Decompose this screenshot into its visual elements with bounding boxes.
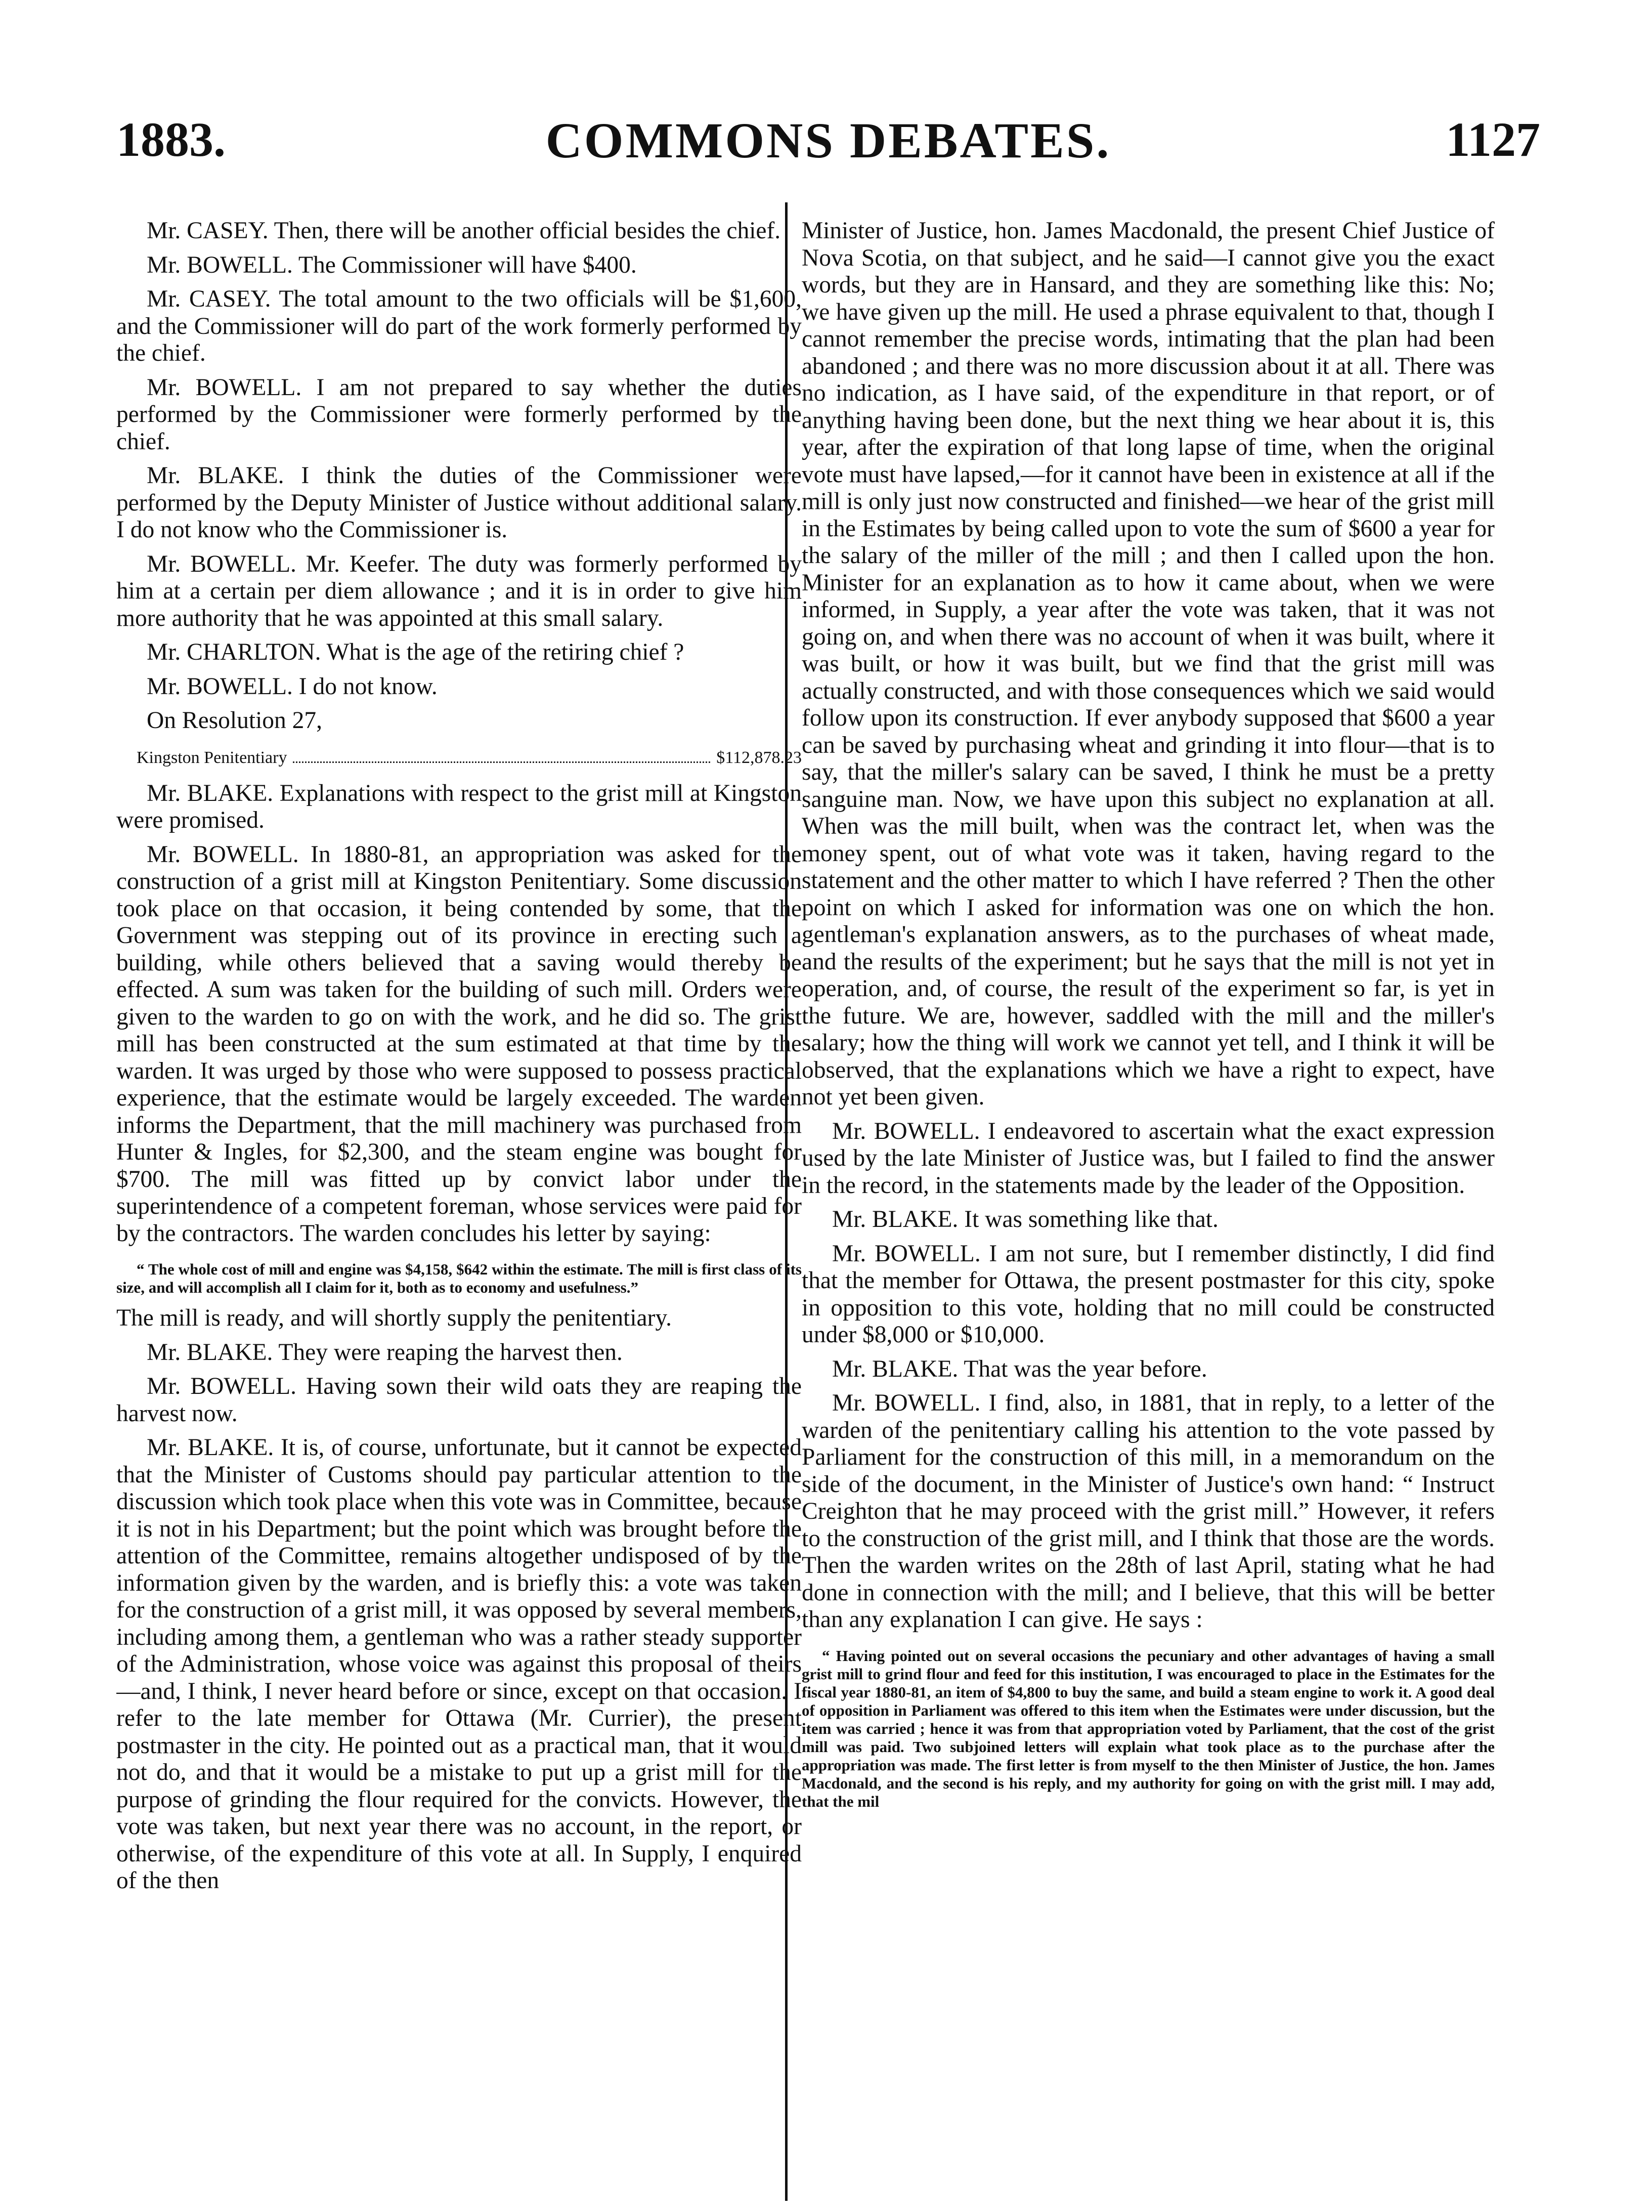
- paragraph: Mr. CASEY. The total amount to the two officials will be $1,600, and the Commissioner will do part of the work formerly performed by the chief.: [116, 286, 802, 366]
- left-column: [116, 218, 802, 2177]
- paragraph: Mr. BOWELL. I endeavored to ascertain what the exact expression used by the late Minister of Justice was, but I failed to find the answer in the record, in the statements made by the leader of the Opposition.: [802, 1118, 1495, 1199]
- paragraph: Mr. BLAKE. It is, of course, unfortunate, but it cannot be expected that the Minister of Customs should pay particular attention to the discussion which took place when this vote was in Committee, because it is not in his Department; but the point which was brought before the attention of the Committee, remains altogether undisposed of by the information given by the warden, and is briefly this: a vote was taken for the construction of a grist mill, it was opposed by several members, including among them, a gentleman who was a rather steady supporter of the Administration, whose voice was against this proposal of theirs—and, I think, I never heard before or since, except on that occasion. I refer to the late member for Ottawa (Mr. Currier), the present postmaster in the city. He pointed out as a practical man, that it would not do, and that it would be a mistake to put up a grist mill for the purpose of grinding the flour required for the convicts. However, the vote was taken, but next year there was no account, in the report, or otherwise, of the expenditure of this vote at all. In Supply, I enquired of the then: [116, 1434, 802, 1894]
- warden-letter-quote: “ Having pointed out on several occasions the pecuniary and other advantages of having a small grist mill to grind flour and feed for this institution, I was encouraged to place in the Estimates for the fiscal year 1880-81, an item of $4,800 to buy the same, and build a steam engine to work it. A good deal of opposition in Parliament was offered to this item when the Estimates were under discussion, but the item was carried ; hence it was from that appropriation voted by Parliament, that the cost of the grist mill was paid. Two subjoined letters will explain what took place as to the purchase after the appropriation was made. The first letter is from myself to the then Minister of Justice, the hon. James Macdonald, and the second is his reply, and my authority for going on with the grist mill. I may add, that the mil: [802, 1646, 1495, 1810]
- leader-dots: [293, 747, 710, 763]
- paragraph: Mr. BLAKE. They were reaping the harvest then.: [147, 1339, 623, 1366]
- header-page-number: 1127: [1446, 112, 1540, 166]
- paragraph: The mill is ready, and will shortly supply the penitentiary.: [116, 1305, 672, 1331]
- paragraph: Mr. BOWELL. The Commissioner will have $400.: [147, 251, 637, 278]
- header-year: 1883.: [116, 112, 226, 166]
- page-header: [116, 111, 1540, 182]
- paragraph: Mr. CASEY. Then, there will be another official besides the chief.: [147, 218, 781, 244]
- paragraph: Mr. BOWELL. Mr. Keefer. The duty was formerly performed by him at a certain per diem allowance ; and it is in order to give him more authority that he was appointed at this small salary.: [116, 550, 802, 631]
- paragraph: Mr. BOWELL. I do not know.: [147, 673, 438, 700]
- paragraph: Mr. BOWELL. In 1880-81, an appropriation was asked for the construction of a grist mill at Kingston Penitentiary. Some discussion took place on that occasion, it being contended by some, that the Government was stepping out of its province in erecting such a building, while others believed that a saving would thereby be effected. A sum was taken for the building of such mill. Orders were given to the warden to go on with the work, and he did so. The grist mill has been constructed at the sum estimated at that time by the warden. It was urged by those who were supposed to possess practical experience, that the estimate would be largely exceeded. The warden informs the Department, that the mill machinery was purchased from Hunter & Ingles, for $2,300, and the steam engine was bought for $700. The mill was fitted up by convict labor under the superintendence of a competent foreman, whose services were paid for by the contractors. The warden concludes his letter by saying:: [116, 841, 802, 1247]
- paragraph: Mr. BOWELL. I am not sure, but I remember distinctly, I did find that the member for Ottawa, the present postmaster for this city, spoke in opposition to this vote, holding that no mill could be constructed under $8,000 or $10,000.: [802, 1240, 1495, 1348]
- paragraph: Mr. BOWELL. Having sown their wild oats they are reaping the harvest now.: [116, 1373, 802, 1427]
- paragraph: Mr. CHARLTON. What is the age of the retiring chief ?: [147, 639, 684, 665]
- estimate-line: [137, 747, 802, 769]
- paragraph: Mr. BLAKE. Explanations with respect to the grist mill at Kingston were promised.: [116, 780, 802, 833]
- warden-quote: “ The whole cost of mill and engine was $4,158, $642 within the estimate. The mill is first class of its size, and will accomplish all I claim for it, both as to economy and usefulness.”: [116, 1260, 802, 1296]
- estimate-label: Kingston Penitentiary: [137, 748, 287, 767]
- paragraph: Mr. BLAKE. I think the duties of the Commissioner were performed by the Deputy Minister of Justice without additional salary. I do not know who the Commissioner is.: [116, 462, 802, 543]
- paragraph: Minister of Justice, hon. James Macdonald, the present Chief Justice of Nova Scotia, on that subject, and he said—I cannot give you the exact words, but they are in Hansard, and they are something like this: No; we have given up the mill. He used a phrase equivalent to that, though I cannot remember the precise words, intimating that the plan had been abandoned ; and there was no more discussion about it at all. There was no indication, as I have said, of the expenditure in that report, or of anything having been done, but the next thing we hear about it is, this year, after the expiration of that long lapse of time, when the original vote must have lapsed,—for it cannot have been in existence at all if the mill is only just now constructed and finished—we hear of the grist mill in the Estimates by being called upon to vote the sum of $600 a year for the salary of the miller of the mill ; and then I called upon the hon. Minister for an explanation as to how it came about, when we were informed, in Supply, a year after the vote was taken, that it was not going on, and when there was no account of when it was built, where it was built, or how it was built, but we find that the grist mill was actually constructed, and with those consequences which we said would follow upon its construction. If ever anybody supposed that $600 a year can be saved by purchasing wheat and grinding it into flour—that is to say, that the miller's salary can be saved, I think he must be a pretty sanguine man. Now, we have upon this subject no explanation at all. When was the mill built, when was the contract let, when was the money spent, out of what vote was it taken, having regard to the statement and the other matter to which I have referred ? Then the other point on which I asked for information was one on which the hon. gentleman's explanation answers, as to the purchases of wheat made, and the results of the experiment; but he says that the mill is not yet in operation, and, of course, the result of the experiment so far, is yet in the future. We are, however, saddled with the mill and the miller's salary; how the thing will work we cannot yet tell, and I think it will be observed, that the explanations which we have a right to expect, have not yet been given.: [802, 218, 1495, 1110]
- estimate-amount: $112,878.23: [716, 748, 802, 767]
- paragraph: Mr. BOWELL. I find, also, in 1881, that in reply, to a letter of the warden of the penitentiary calling his attention to the vote passed by Parliament for the construction of this mill, in a memorandum on the side of the document, in the Minister of Justice's own hand: “ Instruct Creighton that he may proceed with the grist mill.” However, it refers to the construction of the grist mill, and I think that those are the words. Then the warden writes on the 28th of last April, stating what he had done in connection with the mill; and I believe, that this will be better than any explanation I can give. He says :: [802, 1390, 1495, 1633]
- right-column: [802, 218, 1495, 2177]
- paragraph: On Resolution 27,: [147, 707, 323, 734]
- paragraph: Mr. BOWELL. I am not prepared to say whether the duties performed by the Commissioner were formerly performed by the chief.: [116, 374, 802, 455]
- paragraph: Mr. BLAKE. It was something like that.: [832, 1206, 1219, 1232]
- header-title: COMMONS DEBATES.: [545, 112, 1111, 168]
- paragraph: Mr. BLAKE. That was the year before.: [832, 1355, 1207, 1382]
